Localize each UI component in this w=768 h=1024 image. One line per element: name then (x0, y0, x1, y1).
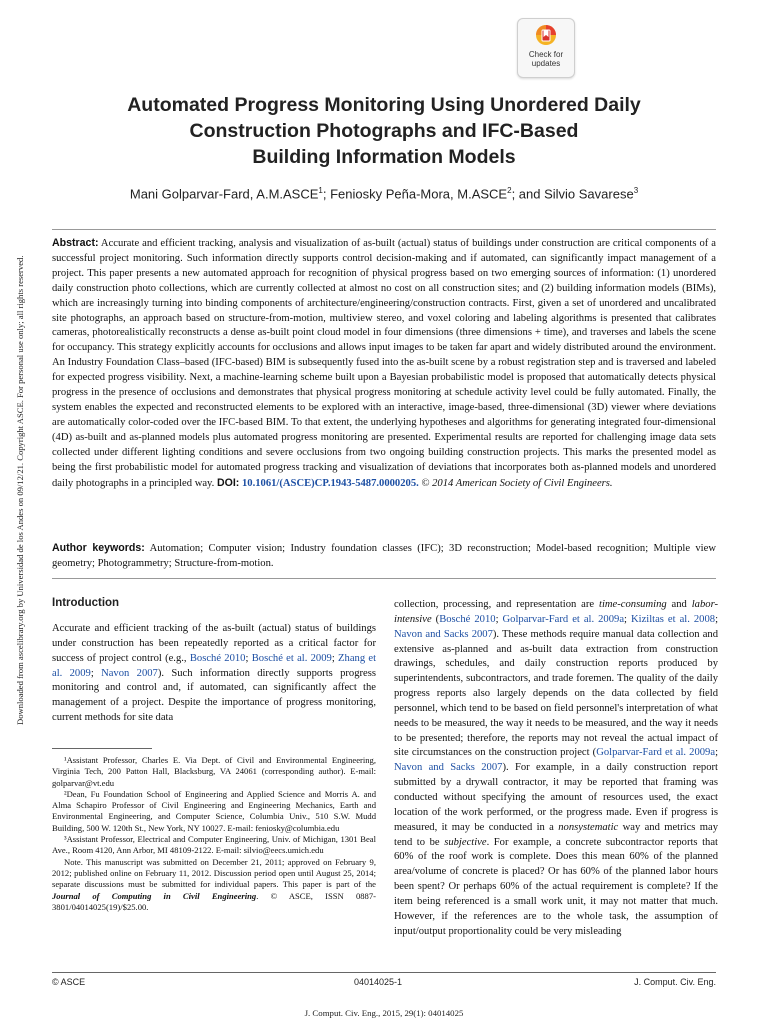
footnote-rule (52, 748, 152, 749)
download-notice-sidebar (0, 0, 25, 1024)
right-column (394, 598, 718, 939)
citation-navon-sacks-2007[interactable]: Navon and Sacks 2007 (394, 628, 493, 640)
doi-label: DOI: (216, 476, 240, 489)
author-keywords (52, 541, 716, 572)
citation-line: J. Comput. Civ. Eng., 2015, 29(1): 04014025 (304, 1008, 464, 1018)
citation-kiziltas-2008[interactable]: Kiziltas et al. 2008 (630, 613, 716, 625)
affiliation-mark-1: 1 (318, 186, 323, 195)
keywords-label: Author keywords: (52, 542, 145, 554)
introduction-heading: Introduction (52, 597, 120, 609)
check-for-updates-label: Check for updates (528, 50, 564, 68)
citation-golparvar-fard-2009a[interactable]: Golparvar-Fard et al. 2009a (502, 613, 625, 625)
affiliation-mark-3: 3 (633, 186, 639, 195)
abstract (52, 236, 716, 491)
citation-navon-2007[interactable]: Navon 2007 (101, 667, 158, 679)
author-3: ; and Silvio Savarese (511, 186, 634, 202)
journal-name: Journal of Computing in Civil Engineering (52, 890, 257, 901)
citation-bosche-2010[interactable]: Bosché 2010 (189, 652, 246, 664)
footer-journal: J. Comput. Civ. Eng. (634, 977, 716, 987)
abstract-label: Abstract: (52, 237, 99, 249)
author-list (60, 186, 708, 201)
footnote-3: ³Assistant Professor, Electrical and Computer Engineering, Univ. of Michigan, 1301 Beal Ave., Room 4120, Ann Arbor, MI 48109-2122. E-mail: silvio@eecs.umich.edu (52, 834, 376, 856)
footnote-1: ¹Assistant Professor, Charles E. Via Dept. of Civil and Environmental Engineering, Virginia Tech, 200 Patton Hall, Blacksburg, VA 24061 (corresponding author). E-mail: golparvar@vt.edu (52, 755, 376, 788)
citation-bosche-2010[interactable]: Bosché 2010 (439, 613, 496, 625)
intro-paragraph: Accurate and efficient tracking of the as-built (actual) status of buildings under construction has been repeatedly reported as a critical factor for success of project control (e.g., Bosché 2010; Bosché et al. 2009; Zhang et al. 2009; Navon 2007). Such information directly supports progress monitoring and control and, if automated, can significantly affect the management of a project. Despite the importance of progress monitoring, current methods for site data (52, 623, 377, 724)
citation-bosche-2009[interactable]: Bosché et al. 2009 (251, 652, 332, 664)
footer-copyright: © ASCE (52, 977, 86, 987)
check-for-updates-button[interactable] (517, 18, 575, 78)
title-line-1: Automated Progress Monitoring Using Unordered Daily (127, 94, 641, 116)
check-for-updates-icon (535, 24, 557, 46)
abstract-bottom-rule (52, 578, 716, 579)
author-2: ; Feniosky Peña-Mora, M.ASCE (322, 186, 508, 202)
footnote-2: ²Dean, Fu Foundation School of Engineering and Applied Science and Morris A. and Alma Schapiro Professor of Civil Engineering and Engineering Mechanics, Earth and Environmental Engineering, and Computer Science, Columbia Univ., 510 S.W. Mudd Building, 500 W. 120th St., New York, NY 10027. E-mail: feniosky@columbia.edu (52, 788, 376, 833)
citation-zhang-2009[interactable]: Zhang et al. 2009 (52, 652, 377, 679)
citation-navon-sacks-2007[interactable]: Navon and Sacks 2007 (394, 762, 503, 774)
manuscript-note: Note. This manuscript was submitted on December 21, 2011; approved on February 9, 2012; published online on February 11, 2012. Discussion period open until August 25, 2014; separate discussions must be submitted for individual papers. This paper is part of the Journal of Computing in Civil Engineering. © ASCE, ISSN 0887-3801/04014025(19)/$25.00. (52, 856, 376, 912)
abstract-top-rule (52, 229, 716, 230)
keywords-text: Automation; Computer vision; Industry foundation classes (IFC); 3D reconstruction; Model-based recognition; Multiple view geometry; Photogrammetry; Structure-from-motion. (52, 543, 716, 569)
paper-title (60, 92, 708, 170)
title-line-2: Construction Photographs and IFC-Based (189, 120, 579, 142)
title-line-3: Building Information Models (252, 146, 516, 168)
abstract-copyright: © 2014 American Society of Civil Engineers. (421, 477, 613, 489)
left-column (52, 622, 376, 726)
doi-link[interactable]: 10.1061/(ASCE)CP.1943-5487.0000205. (242, 477, 419, 489)
author-1: Mani Golparvar-Fard, A.M.ASCE (129, 186, 319, 202)
footer-page-number: 04014025-1 (354, 977, 403, 987)
footnotes (52, 755, 376, 913)
abstract-text: Accurate and efficient tracking, analysis and visualization of as-built (actual) status of buildings under construction are critical components of a successful project monitoring. Such information directly supports control decision-making and if automated, can significantly impact management of a project. This paper presents a new automated approach for recognition of physical progress based on two emerging sources of information: (1) unordered daily construction photo collections, which are currently collected at almost no cost on all construction sites; and (2) building information models (BIMs), which are increasingly turning into binding components of architecture/engineering/construction contracts. First, given a set of unordered and uncalibrated site photographs, an approach based on structure-from-motion, multiview stereo, and voxel coloring and labeling algorithms is presented that calibrates cameras, photorealistically reconstructs a dense as-built point cloud model in four dimensions (three dimensions + time), and traverses and labels the scene for occupancy. This strategy explicitly accounts for occlusions and allows input images to be taken far apart and widely distributed around the environment. An Industry Foundation Class–based (IFC-based) BIM is subsequently fused into the as-built scene by a robust registration step and is traversed and labeled for expected progress visibility. Next, a machine-learning scheme built upon a Bayesian probabilistic model is proposed that automatically detects physical progress in the presence of occlusions and demonstrates that physical progress monitoring at schedule activity level could be fully automated. Finally, the system enables the expected and reconstructed elements to be explored with an interactive, image-based, three-dimensional (3D) viewer where deviations are automatically color-coded over the IFC-based BIM. To that extent, the underlying hypotheses and algorithms for generating integrated four-dimensional (4D) as-built and as-planned models plus automated progress monitoring are presented. Experimental results are reported for challenging image data sets collected under different lighting conditions and severe occlusions from two ongoing building construction projects. This marks the presented model as being the first probabilistic model for automated progress tracking and visualization of deviations that incorporates both as-planned models and unordered daily photographs in a principled way. (52, 238, 716, 489)
download-notice-text: Downloaded from ascelibrary.org by Universidad de los Andes on 09/12/21. Copyright ASCE. For personal use only; all rights reserved. (15, 255, 25, 725)
citation-golparvar-fard-2009a[interactable]: Golparvar-Fard et al. 2009a (596, 747, 716, 759)
footer-rule (52, 972, 716, 973)
right-column-paragraph: collection, processing, and representation are time-consuming and labor-intensive (Bosché 2010; Golparvar-Fard et al. 2009a; Kiziltas et al. 2008; Navon and Sacks 2007). These methods require manual data collection and extensive as-planned and as-built data extraction from construction drawings, schedules, and daily construction reports produced by superintendents, subcontractors, and trade foremen. The quality of the daily progress reports also largely depends on the data collected by field personnel, which tend to be based on field personnel's interpretation of what needs to be measured, the way it needs to be measured, and the way it needs to be presented; therefore, the reports may not reveal the actual impact of site circumstances on the construction project (Golparvar-Fard et al. 2009a; Navon and Sacks 2007). For example, in a daily construction report submitted by a drywall contractor, it may be reported that framing was conducted without specifying the amount of resources used, the exact location of the work performed, or the progress made. Even if progress is measured, it may be conducted in a nonsystematic way and metrics may tend to be subjective. For example, a concrete subcontractor reports that 60% of the roof work is complete. Does this mean 60% of the planned area/volume of concrete is placed? Or has 60% of the planned labor hours been spent? Or perhaps 60% of the actual requirement is complete? If the item being referenced is a small work unit, it may not matter that much. However, if the references are to the whole task, the assumption of input/output proportionality could be very misleading (394, 599, 719, 937)
affiliation-mark-2: 2 (507, 186, 512, 195)
